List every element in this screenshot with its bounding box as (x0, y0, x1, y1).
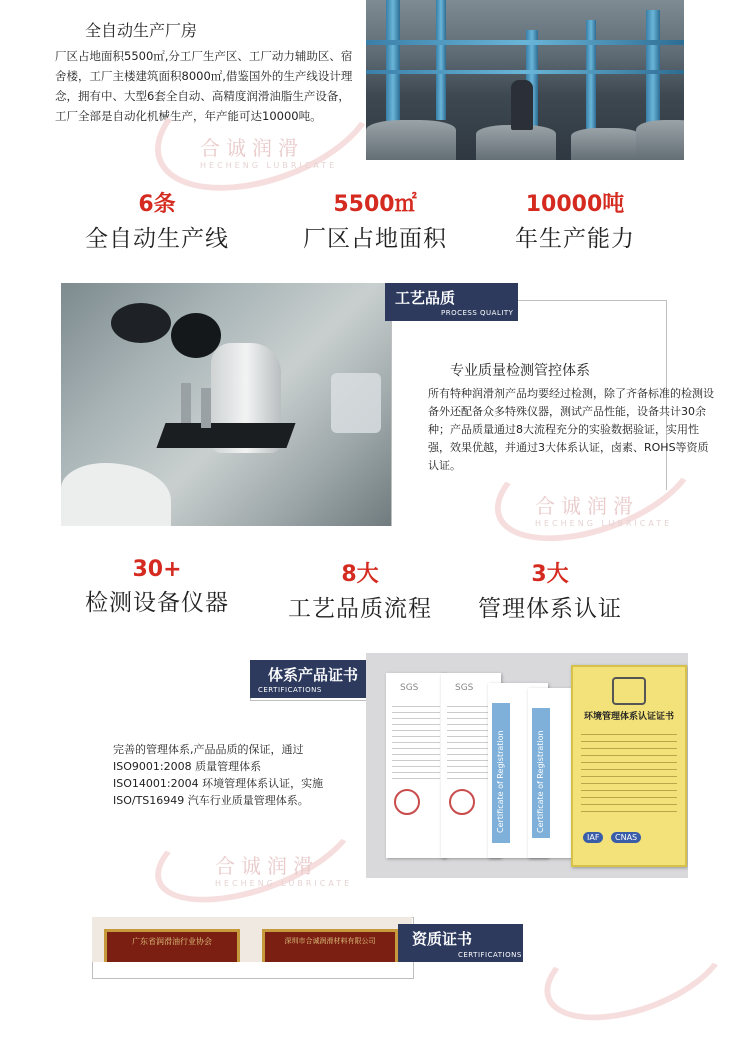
plaque: 深圳市合诚润滑材料有限公司 (262, 929, 398, 962)
stat-test-equipment: 30+ 检测设备仪器 (85, 557, 229, 616)
sgs-certificate: SGS (386, 673, 446, 858)
watermark-logo: 合诚润滑 HECHENG LUBRICATE (200, 136, 338, 170)
certs-description: 完善的管理体系,产品品质的保证，通过 ISO9001:2008 质量管理体系 ISO14001:2004 环境管理体系认证，实施 ISO/TS16949 汽车行业质量管理体系。 (113, 743, 324, 807)
sgs-certificate: SGS (441, 673, 501, 858)
stat-production-lines: 6条 全自动生产线 (85, 192, 229, 252)
microscope-photo (61, 283, 391, 526)
qualification-tag: 资质证书 CERTIFICATIONS (398, 924, 523, 962)
certs-tag: 体系产品证书 CERTIFICATIONS (250, 660, 371, 698)
quality-tag: 工艺品质 PROCESS QUALITY (385, 283, 518, 321)
environmental-certificate: 环境管理体系认证证书 IAF CNAS (571, 665, 687, 867)
stat-management-systems: 3大 管理体系认证 (478, 562, 622, 622)
stat-process-flows: 8大 工艺品质流程 (288, 562, 432, 622)
factory-title: 全自动生产厂房 (85, 21, 198, 40)
watermark-swoosh (530, 890, 742, 1042)
qualification-photo (92, 917, 412, 962)
plaque: 广东省润滑油行业协会 (104, 929, 240, 962)
quality-title: 专业质量检测管控体系 (450, 363, 590, 379)
certificates-photo (366, 653, 688, 878)
stat-annual-capacity: 10000吨 年生产能力 (515, 192, 635, 252)
factory-description: 厂区占地面积5500㎡,分工厂生产区、工厂动力辅助区、宿舍楼，工厂主楼建筑面积8000㎡,借鉴国外的生产线设计理念，拥有中、大型6套全自动、高精度润滑油脂生产设备，工厂全部是自动化机械生产，年产能可达10000吨。 (55, 49, 353, 123)
watermark-logo: 合诚润滑 HECHENG LUBRICATE (535, 494, 673, 528)
registration-certificate: Certificate of Registration (488, 683, 548, 858)
quality-description: 所有特种润滑剂产品均要经过检测，除了齐备标准的检测设备外还配备众多特殊仪器，测试产品性能，设备共计30余种；产品质量通过8大流程充分的实验数据验证，实用性强，效果优越，并通过3大体系认证，卤素、ROHS等资质认证。 (428, 387, 714, 472)
factory-photo (366, 0, 684, 160)
stat-factory-area: 5500㎡ 厂区占地面积 (303, 192, 447, 252)
watermark-logo: 合诚润滑 HECHENG LUBRICATE (215, 854, 353, 888)
registration-certificate: Certificate of Registration (528, 688, 588, 858)
